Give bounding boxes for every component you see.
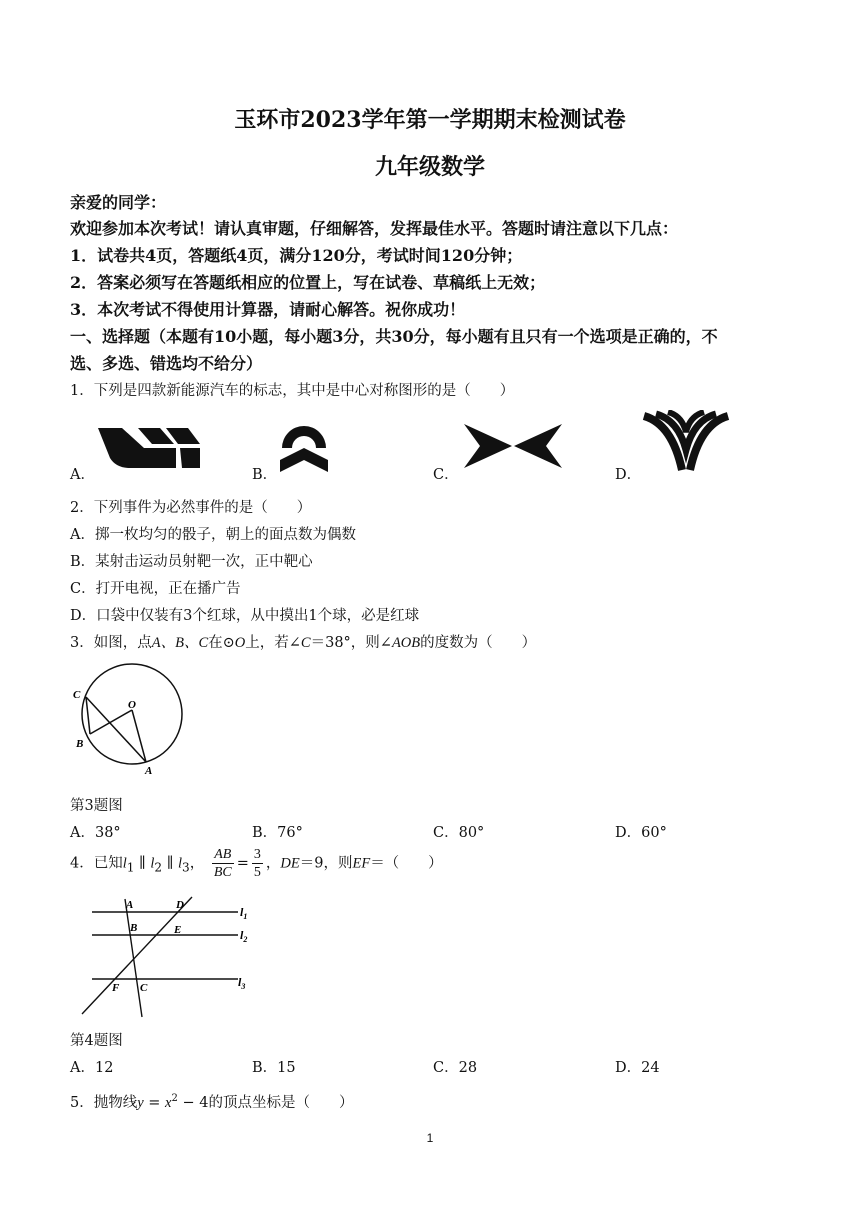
q3-label-o: O — [128, 699, 136, 711]
q4-option-b: B．15 — [252, 1060, 296, 1076]
q4-label-b: B — [130, 922, 138, 934]
q4-option-d: D．24 — [615, 1060, 660, 1076]
q3-caption: 第3题图 — [70, 798, 123, 814]
q4-label-f: F — [112, 982, 120, 994]
logo-a-icon — [96, 424, 202, 472]
q4-label-l3: $l_3$ — [238, 975, 246, 991]
q2-option-a: A．掷一枚均匀的骰子，朝上的面点数为偶数 — [70, 527, 356, 543]
q3-option-d: D．60° — [615, 825, 667, 841]
q4-label-d: D — [176, 899, 184, 911]
greeting: 亲爱的同学： — [70, 193, 167, 212]
q4-label-c: C — [140, 982, 148, 994]
exam-title: 玉环市2023学年第一学期期末检测试卷 — [234, 107, 626, 133]
section-heading-line2: 选、多选、错选均不给分） — [70, 354, 263, 373]
q1-stem: 1．下列是四款新能源汽车的标志，其中是中心对称图形的是（ ） — [70, 383, 515, 399]
note-1: 1．试卷共4页，答题纸4页，满分120分，考试时间120分钟； — [70, 246, 523, 265]
q1-option-b: B． — [252, 467, 278, 483]
q2-option-d: D．口袋中仅装有3个红球，从中摸出1个球，必是红球 — [70, 608, 420, 624]
logo-c-icon — [462, 420, 564, 472]
q4-stem: 4．已知$l_1$ ∥ $l_2$ ∥ $l_3$， $\frac{AB}{BC}$ = $\frac{3}{5}$ ，DE＝9，则EF＝（ ） — [70, 847, 443, 880]
welcome-text: 欢迎参加本次考试！请认真审题，仔细解答，发挥最佳水平。答题时请注意以下几点： — [70, 219, 679, 238]
q4-option-a: A．12 — [70, 1060, 114, 1076]
q3-option-b: B．76° — [252, 825, 303, 841]
q4-fraction-3-5: $\frac{3}{5}$ — [253, 847, 261, 880]
logo-b-icon — [276, 424, 332, 474]
q2-option-b: B．某射击运动员射靶一次，正中靶心 — [70, 554, 313, 570]
q4-label-l2: $l_2$ — [240, 928, 248, 944]
q3-circle-figure — [70, 660, 190, 780]
logo-d-icon — [642, 410, 730, 474]
q4-caption: 第4题图 — [70, 1033, 123, 1049]
q3-label-c: C — [73, 689, 81, 701]
q3-label-a: A — [145, 765, 153, 777]
q4-label-l1: $l_1$ — [240, 905, 248, 921]
q2-stem: 2．下列事件为必然事件的是（ ） — [70, 500, 312, 516]
q1-option-d: D． — [615, 467, 642, 483]
q4-label-a: A — [126, 899, 134, 911]
q4-option-c: C．28 — [433, 1060, 478, 1076]
q4-fraction-ab-bc: $\frac{AB}{BC}$ — [213, 847, 232, 880]
q5-stem: 5．抛物线$y = x^2 - 4$的顶点坐标是（ ） — [70, 1093, 354, 1111]
page-number: 1 — [426, 1131, 434, 1145]
q4-parallel-lines-figure — [78, 893, 253, 1018]
q3-option-c: C．80° — [433, 825, 485, 841]
note-2: 2．答案必须写在答题纸相应的位置上，写在试卷、草稿纸上无效； — [70, 273, 546, 292]
q3-label-b: B — [76, 738, 84, 750]
q3-stem: 3．如图，点A、B、C在⊙O上，若∠C＝38°，则∠AOB的度数为（ ） — [70, 635, 537, 651]
exam-subtitle: 九年级数学 — [374, 154, 485, 180]
q1-option-c: C． — [433, 467, 459, 483]
q3-option-a: A．38° — [70, 825, 121, 841]
section-heading-line1: 一、选择题（本题有10小题，每小题3分，共30分，每小题有且只有一个选项是正确的，不 — [70, 327, 718, 346]
q2-option-c: C．打开电视，正在播广告 — [70, 581, 241, 597]
q4-label-e: E — [174, 924, 182, 936]
note-3: 3．本次考试不得使用计算器，请耐心解答。祝你成功！ — [70, 300, 466, 319]
q1-option-a: A． — [70, 467, 95, 483]
